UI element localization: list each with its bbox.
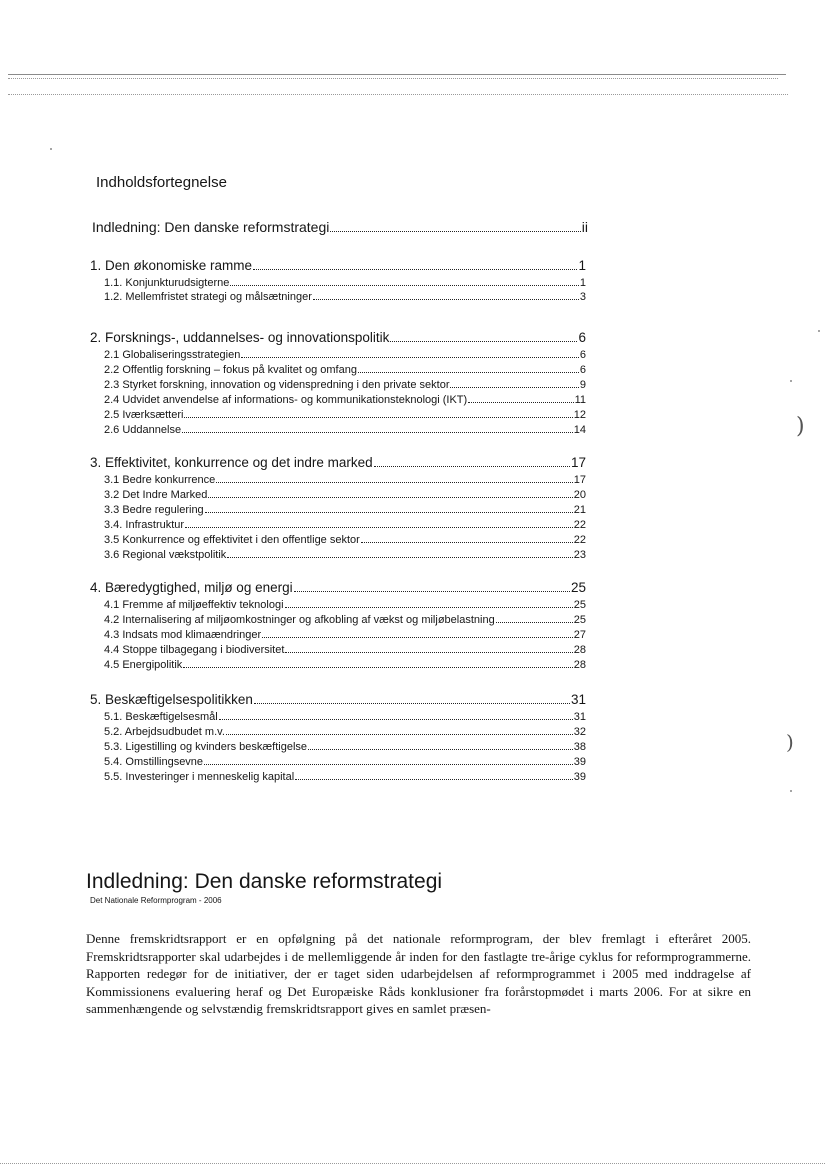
scan-rule-top-3	[8, 94, 788, 95]
toc-entry-page: 20	[573, 489, 586, 501]
toc-subsection-entry[interactable]	[104, 379, 586, 391]
toc-entry-page: ii	[581, 219, 588, 235]
toc-title: Indholdsfortegnelse	[96, 174, 227, 191]
toc-entry-page: 31	[573, 711, 586, 723]
toc-subsection-entry[interactable]	[104, 549, 586, 561]
scan-speck	[790, 380, 792, 382]
toc-subsection-entry[interactable]	[104, 614, 586, 626]
dot-leader	[295, 779, 573, 780]
toc-entry-page: 25	[573, 599, 586, 611]
dot-leader	[294, 591, 570, 592]
toc-subsection-entry[interactable]	[104, 291, 586, 303]
toc-entry-label: 5.3. Ligestilling og kvinders beskæftigelse	[104, 741, 308, 753]
scan-speck	[50, 148, 52, 150]
dot-leader	[183, 667, 572, 668]
toc-subsection-entry[interactable]	[104, 771, 586, 783]
toc-subsection-entry[interactable]	[104, 489, 586, 501]
toc-entry-page: 6	[579, 349, 586, 361]
margin-bracket: )	[796, 414, 805, 439]
toc-entry-label: 3.3 Bedre regulering	[104, 504, 204, 516]
toc-section-entry[interactable]	[90, 455, 586, 470]
toc-entry-label: 3.1 Bedre konkurrence	[104, 474, 216, 486]
toc-entry-label: 3.5 Konkurrence og effektivitet i den offentlige sektor	[104, 534, 360, 546]
dot-leader	[390, 341, 577, 342]
dot-leader	[184, 417, 572, 418]
toc-entry-page: 28	[573, 659, 586, 671]
toc-subsection-entry[interactable]	[104, 741, 586, 753]
toc-entry-label: 4.3 Indsats mod klimaændringer	[104, 629, 262, 641]
dot-leader	[285, 652, 572, 653]
toc-entry-page: 25	[573, 614, 586, 626]
toc-section-entry[interactable]	[90, 692, 586, 707]
section-title: Indledning: Den danske reformstrategi	[86, 870, 443, 893]
toc-subsection-entry[interactable]	[104, 409, 586, 421]
toc-entry-label: 4.5 Energipolitik	[104, 659, 183, 671]
toc-entry-label: 4.4 Stoppe tilbagegang i biodiversitet	[104, 644, 285, 656]
toc-subsection-entry[interactable]	[104, 599, 586, 611]
toc-entry-label: 5.5. Investeringer i menneskelig kapital	[104, 771, 295, 783]
scan-rule-top-2	[8, 78, 778, 79]
toc-subsection-entry[interactable]	[104, 756, 586, 768]
toc-entry-label: 3.6 Regional vækstpolitik	[104, 549, 227, 561]
dot-leader	[450, 387, 578, 388]
dot-leader	[496, 622, 573, 623]
dot-leader	[254, 703, 570, 704]
toc-subsection-entry[interactable]	[104, 424, 586, 436]
toc-entry-label: 5.2. Arbejdsudbudet m.v.	[104, 726, 225, 738]
toc-entry-label: 2.1 Globaliseringsstrategien	[104, 349, 241, 361]
toc-entry-page: 1	[579, 277, 586, 289]
toc-section-entry[interactable]	[90, 258, 586, 273]
toc-entry-page: 12	[573, 409, 586, 421]
toc-entry-label: 2.5 Iværksætteri	[104, 409, 184, 421]
section-subtitle: Det Nationale Reformprogram - 2006	[90, 896, 222, 905]
toc-entry-page: 17	[570, 455, 586, 470]
toc-entry-label: 5.4. Omstillingsevne	[104, 756, 204, 768]
toc-subsection-entry[interactable]	[104, 629, 586, 641]
toc-entry-page: 9	[579, 379, 586, 391]
toc-subsection-entry[interactable]	[104, 504, 586, 516]
toc-entry-label: 5.1. Beskæftigelsesmål	[104, 711, 218, 723]
scan-speck	[818, 330, 820, 332]
toc-entry-label: 1. Den økonomiske ramme	[90, 258, 253, 273]
toc-section-entry[interactable]	[90, 580, 586, 595]
toc-entry-label: 4.1 Fremme af miljøeffektiv teknologi	[104, 599, 284, 611]
scan-speck	[790, 790, 792, 792]
toc-entry-page: 32	[573, 726, 586, 738]
toc-subsection-entry[interactable]	[104, 474, 586, 486]
dot-leader	[208, 497, 572, 498]
toc-intro-entry[interactable]	[92, 219, 588, 235]
toc-entry-label: 3.4. Infrastruktur	[104, 519, 185, 531]
toc-entry-page: 39	[573, 756, 586, 768]
toc-entry-page: 21	[573, 504, 586, 516]
toc-subsection-entry[interactable]	[104, 349, 586, 361]
dot-leader	[241, 357, 579, 358]
toc-entry-page: 17	[573, 474, 586, 486]
toc-entry-label: 2.3 Styrket forskning, innovation og videnspredning i den private sektor	[104, 379, 450, 391]
toc-entry-page: 6	[579, 364, 586, 376]
toc-entry-label: 1.1. Konjunkturudsigterne	[104, 277, 230, 289]
toc-subsection-entry[interactable]	[104, 519, 586, 531]
toc-entry-page: 27	[573, 629, 586, 641]
dot-leader	[313, 299, 579, 300]
dot-leader	[361, 542, 573, 543]
toc-section-entry[interactable]	[90, 330, 586, 345]
toc-entry-page: 23	[573, 549, 586, 561]
dot-leader	[285, 607, 573, 608]
scan-rule-top	[8, 74, 786, 75]
toc-entry-label: 2.6 Uddannelse	[104, 424, 182, 436]
dot-leader	[230, 285, 579, 286]
toc-entry-label: 2. Forsknings-, uddannelses- og innovationspolitik	[90, 330, 390, 345]
toc-entry-page: 11	[574, 394, 586, 406]
margin-bracket: )	[786, 730, 794, 754]
dot-leader	[468, 402, 573, 403]
toc-entry-page: 22	[573, 519, 586, 531]
dot-leader	[358, 372, 579, 373]
toc-entry-label: 3.2 Det Indre Marked	[104, 489, 208, 501]
toc-entry-label: 2.4 Udvidet anvendelse af informations- og kommunikationsteknologi (IKT)	[104, 394, 468, 406]
toc-entry-page: 31	[570, 692, 586, 707]
dot-leader	[205, 512, 573, 513]
toc-entry-page: 14	[573, 424, 586, 436]
dot-leader	[262, 637, 573, 638]
toc-subsection-entry[interactable]	[104, 277, 586, 289]
toc-entry-page: 39	[573, 771, 586, 783]
dot-leader	[226, 734, 573, 735]
toc-entry-label: 4. Bæredygtighed, miljø og energi	[90, 580, 293, 595]
toc-subsection-entry[interactable]	[104, 644, 586, 656]
toc-entry-page: 6	[578, 330, 586, 345]
toc-entry-label: Indledning: Den danske reformstrategi	[92, 219, 330, 235]
dot-leader	[227, 557, 572, 558]
toc-entry-label: 4.2 Internalisering af miljøomkostninger og afkobling af vækst og miljøbelastning	[104, 614, 495, 626]
toc-entry-page: 3	[579, 291, 586, 303]
dot-leader	[330, 231, 580, 232]
dot-leader	[308, 749, 573, 750]
toc-entry-page: 22	[573, 534, 586, 546]
toc-subsection-entry[interactable]	[104, 364, 586, 376]
toc-entry-page: 1	[578, 258, 586, 273]
scan-rule-bottom	[0, 1163, 825, 1164]
toc-entry-page: 25	[570, 580, 586, 595]
dot-leader	[216, 482, 572, 483]
toc-subsection-entry[interactable]	[104, 534, 586, 546]
body-paragraph: Denne fremskridtsrapport er en opfølgning på det nationale reformprogram, der blev fremlagt i efteråret 2005. Fremskridtsrapporter skal udarbejdes i de mellemliggende år inden for den fastlagte tre-årige cyklus for reformprogrammerne. Rapporten redegør for de initiativer, der er taget siden udarbejdelsen af reformprogrammet i 2005 med inddragelse af Kommissionens evaluering heraf og Det Europæiske Råds konklusioner fra forårstopmødet i marts 2006. For at sikre en sammenhængende og selvstændig fremskridtsrapport gives en samlet præsen-	[86, 931, 751, 1016]
dot-leader	[219, 719, 573, 720]
toc-subsection-entry[interactable]	[104, 711, 586, 723]
dot-leader	[253, 269, 577, 270]
toc-entry-label: 5. Beskæftigelsespolitikken	[90, 692, 253, 707]
dot-leader	[182, 432, 573, 433]
toc-subsection-entry[interactable]	[104, 659, 586, 671]
toc-entry-label: 3. Effektivitet, konkurrence og det indre marked	[90, 455, 373, 470]
toc-subsection-entry[interactable]	[104, 394, 586, 406]
toc-entry-label: 2.2 Offentlig forskning – fokus på kvalitet og omfang	[104, 364, 357, 376]
toc-entry-label: 1.2. Mellemfristet strategi og målsætninger	[104, 291, 312, 303]
dot-leader	[204, 764, 573, 765]
toc-subsection-entry[interactable]	[104, 726, 586, 738]
dot-leader	[374, 466, 570, 467]
toc-entry-page: 38	[573, 741, 586, 753]
toc-entry-page: 28	[573, 644, 586, 656]
dot-leader	[185, 527, 573, 528]
